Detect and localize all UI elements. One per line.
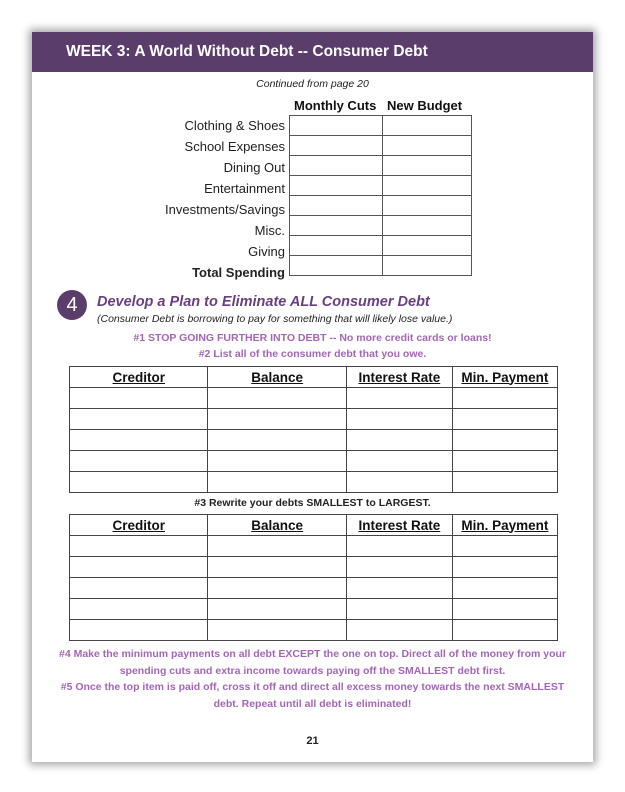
- table-cell[interactable]: [70, 578, 208, 599]
- monthly-cuts-cell[interactable]: [290, 256, 383, 276]
- table-cell[interactable]: [70, 620, 208, 641]
- section-subtitle: (Consumer Debt is borrowing to pay for something that will likely lose value.): [97, 313, 453, 325]
- table-cell[interactable]: [346, 472, 452, 493]
- table-cell[interactable]: [208, 578, 346, 599]
- budget-label: School Expenses: [184, 139, 285, 154]
- table-cell[interactable]: [208, 472, 346, 493]
- table-row: [70, 388, 558, 409]
- monthly-cuts-cell[interactable]: [290, 116, 383, 136]
- table-cell[interactable]: [452, 599, 557, 620]
- budget-row: [290, 156, 472, 176]
- step-2: #2 List all of the consumer debt that you owe.: [198, 348, 427, 360]
- table-cell[interactable]: [70, 536, 208, 557]
- column-header: Min. Payment: [452, 367, 557, 388]
- workbook-page: [32, 32, 593, 762]
- table-row: [70, 599, 558, 620]
- table-cell[interactable]: [70, 599, 208, 620]
- table-cell[interactable]: [452, 430, 557, 451]
- step-number-badge: 4: [57, 290, 87, 320]
- budget-row: [290, 116, 472, 136]
- table-cell[interactable]: [70, 451, 208, 472]
- budget-labels: [92, 115, 285, 283]
- new-budget-cell[interactable]: [383, 136, 472, 156]
- budget-label: Clothing & Shoes: [184, 118, 285, 133]
- budget-row: [290, 176, 472, 196]
- column-header: Min. Payment: [452, 515, 557, 536]
- new-budget-cell[interactable]: [383, 196, 472, 216]
- budget-label: Giving: [248, 244, 285, 259]
- table-cell[interactable]: [346, 578, 452, 599]
- table-cell[interactable]: [70, 430, 208, 451]
- table-cell[interactable]: [208, 430, 346, 451]
- budget-row: [290, 136, 472, 156]
- budget-row: [290, 196, 472, 216]
- table-cell[interactable]: [208, 599, 346, 620]
- monthly-cuts-cell[interactable]: [290, 236, 383, 256]
- budget-row: [290, 236, 472, 256]
- table-cell[interactable]: [452, 472, 557, 493]
- step-5: #5 Once the top item is paid off, cross it off and direct all excess money towards the next SMALLEST debt. Repeat until all debt is eliminated!: [60, 681, 565, 710]
- new-budget-cell[interactable]: [383, 176, 472, 196]
- table-cell[interactable]: [452, 409, 557, 430]
- monthly-cuts-cell[interactable]: [290, 156, 383, 176]
- continued-note: Continued from page 20: [256, 78, 369, 90]
- new-budget-cell[interactable]: [383, 156, 472, 176]
- budget-label: Misc.: [254, 223, 285, 238]
- section-title: Develop a Plan to Eliminate ALL Consumer Debt: [97, 294, 430, 310]
- monthly-cuts-cell[interactable]: [290, 196, 383, 216]
- column-header: Creditor: [70, 515, 208, 536]
- table-cell[interactable]: [346, 620, 452, 641]
- table-row: [70, 536, 558, 557]
- column-header: Interest Rate: [346, 367, 452, 388]
- table-cell[interactable]: [452, 451, 557, 472]
- table-cell[interactable]: [452, 388, 557, 409]
- budget-table: [289, 115, 472, 276]
- step-4-5: [52, 646, 573, 712]
- sorted-debt-table: [69, 514, 558, 641]
- page-header: WEEK 3: A World Without Debt -- Consumer Debt: [32, 32, 593, 72]
- budget-label: Investments/Savings: [165, 202, 285, 217]
- table-row: [70, 430, 558, 451]
- step-1: #1 STOP GOING FURTHER INTO DEBT -- No more credit cards or loans!: [133, 332, 492, 344]
- table-cell[interactable]: [208, 388, 346, 409]
- new-budget-cell[interactable]: [383, 116, 472, 136]
- table-cell[interactable]: [70, 557, 208, 578]
- page-number: 21: [306, 735, 319, 747]
- table-cell[interactable]: [208, 557, 346, 578]
- monthly-cuts-cell[interactable]: [290, 216, 383, 236]
- table-row: [70, 620, 558, 641]
- column-header: Interest Rate: [346, 515, 452, 536]
- table-cell[interactable]: [208, 451, 346, 472]
- table-cell[interactable]: [208, 536, 346, 557]
- table-cell[interactable]: [208, 409, 346, 430]
- table-cell[interactable]: [70, 472, 208, 493]
- budget-label: Dining Out: [223, 160, 285, 175]
- budget-row: [290, 216, 472, 236]
- monthly-cuts-cell[interactable]: [290, 176, 383, 196]
- table-cell[interactable]: [346, 409, 452, 430]
- new-budget-cell[interactable]: [383, 256, 472, 276]
- col-monthly-cuts: Monthly Cuts: [294, 98, 377, 113]
- table-cell[interactable]: [346, 536, 452, 557]
- budget-row: [290, 256, 472, 276]
- table-cell[interactable]: [70, 409, 208, 430]
- debt-list-table: [69, 366, 558, 493]
- table-row: [70, 472, 558, 493]
- table-cell[interactable]: [452, 536, 557, 557]
- step-3: #3 Rewrite your debts SMALLEST to LARGEST.: [194, 497, 431, 509]
- column-header: Balance: [208, 367, 346, 388]
- table-row: [70, 557, 558, 578]
- table-row: [70, 409, 558, 430]
- column-header: Balance: [208, 515, 346, 536]
- table-cell[interactable]: [452, 620, 557, 641]
- header-row: [70, 367, 558, 388]
- table-cell[interactable]: [346, 599, 452, 620]
- table-cell[interactable]: [346, 388, 452, 409]
- step-4: #4 Make the minimum payments on all debt EXCEPT the one on top. Direct all of the money from your spending cuts and extra income towards paying off the SMALLEST debt first.: [59, 648, 566, 677]
- column-header: Creditor: [70, 367, 208, 388]
- new-budget-cell[interactable]: [383, 236, 472, 256]
- budget-label-total: Total Spending: [192, 265, 285, 280]
- new-budget-cell[interactable]: [383, 216, 472, 236]
- table-cell[interactable]: [346, 557, 452, 578]
- table-row: [70, 451, 558, 472]
- table-cell[interactable]: [452, 557, 557, 578]
- table-cell[interactable]: [346, 430, 452, 451]
- budget-label: Entertainment: [204, 181, 285, 196]
- table-cell[interactable]: [70, 388, 208, 409]
- table-row: [70, 578, 558, 599]
- header-row: [70, 515, 558, 536]
- table-cell[interactable]: [346, 451, 452, 472]
- col-new-budget: New Budget: [387, 98, 463, 113]
- table-cell[interactable]: [452, 578, 557, 599]
- table-cell[interactable]: [208, 620, 346, 641]
- monthly-cuts-cell[interactable]: [290, 136, 383, 156]
